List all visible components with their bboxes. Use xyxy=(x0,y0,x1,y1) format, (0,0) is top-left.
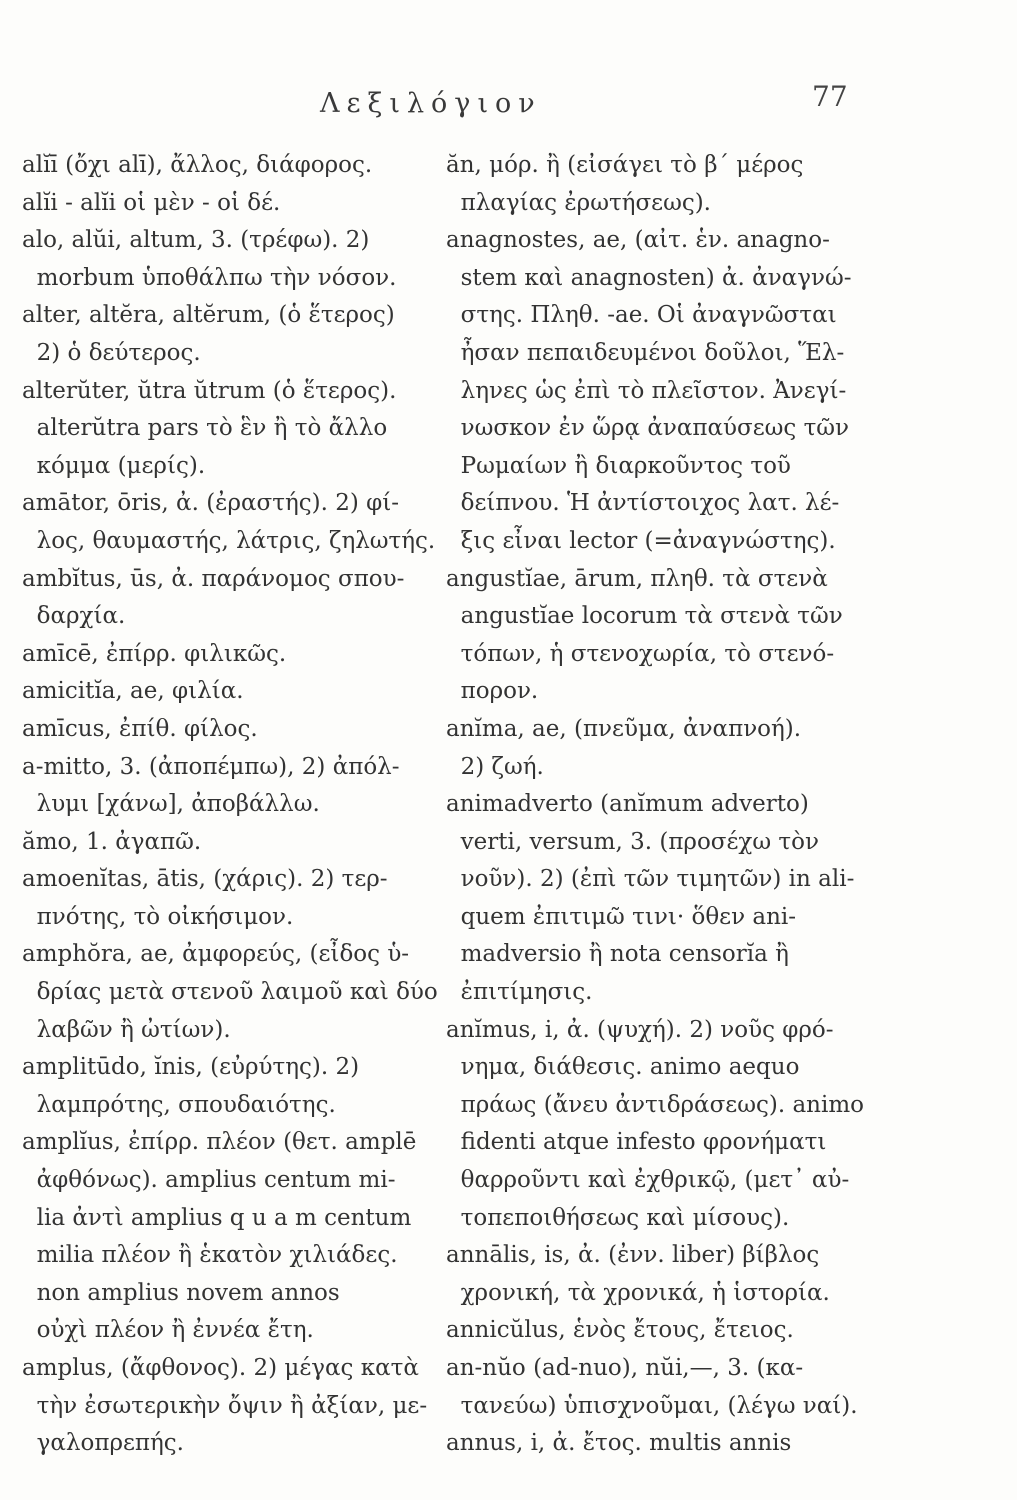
page-header xyxy=(0,80,1017,128)
dictionary-line: οὐχὶ πλέον ἢ ἐννέα ἔτη. xyxy=(22,1317,314,1344)
dictionary-line: animadverto (anĭmum adverto) xyxy=(446,791,809,818)
left-column xyxy=(22,147,452,1463)
dictionary-line: λαμπρότης, σπουδαιότης. xyxy=(22,1091,336,1118)
dictionary-line: amplitūdo, ĭnis, (εὐρύτης). 2) xyxy=(22,1054,360,1081)
dictionary-line: λαβῶν ἢ ὠτίων). xyxy=(22,1016,231,1043)
dictionary-line: χρονική, τὰ χρονικά, ἡ ἱστορία. xyxy=(446,1279,830,1306)
dictionary-line: πλαγίας ἐρωτήσεως). xyxy=(446,189,711,216)
dictionary-line: annālis, is, ἀ. (ἐνν. liber) βίβλος xyxy=(446,1242,820,1269)
dictionary-line: angustĭae, ārum, πληθ. τὰ στενὰ xyxy=(446,565,828,592)
dictionary-line: annus, i, ἀ. ἔτος. multis annis xyxy=(446,1430,792,1457)
dictionary-line: τοπεποιθήσεως καὶ μίσους). xyxy=(446,1204,790,1231)
dictionary-line: alĭī (ὄχι alī), ἄλλος, διάφορος. xyxy=(22,152,373,178)
dictionary-line: anĭmus, i, ἀ. (ψυχή). 2) νοῦς φρό- xyxy=(446,1016,834,1043)
dictionary-line: ἦσαν πεπαιδευμένοι δοῦλοι, Ἕλ- xyxy=(446,339,845,366)
dictionary-line: stem καὶ anagnosten) ἀ. ἀναγνώ- xyxy=(446,264,852,291)
dictionary-line: ambĭtus, ūs, ἀ. παράνομος σπου- xyxy=(22,565,405,592)
dictionary-line: non amplius novem annos xyxy=(22,1279,340,1306)
dictionary-line: πράως (ἄνευ ἀντιδράσεως). animo xyxy=(446,1091,864,1118)
dictionary-line: alterŭtra pars τὸ ἓν ἢ τὸ ἄλλο xyxy=(22,415,388,442)
dictionary-line: δείπνου. Ἡ ἀντίστοιχος λατ. λέ- xyxy=(446,490,840,517)
running-title: Λεξιλόγιον xyxy=(320,88,542,119)
dictionary-line: amīcē, ἐπίρρ. φιλικῶς. xyxy=(22,640,287,667)
dictionary-line: νοῦν). 2) (ἐπὶ τῶν τιμητῶν) in ali- xyxy=(446,866,855,893)
dictionary-line: νημα, διάθεσις. animo aequo xyxy=(446,1054,800,1081)
right-column xyxy=(446,147,1006,1463)
dictionary-line: τανεύω) ὑπισχνοῦμαι, (λέγω ναί). xyxy=(446,1392,858,1419)
dictionary-line: angustĭae locorum τὰ στενὰ τῶν xyxy=(446,603,843,630)
dictionary-line: anĭma, ae, (πνεῦμα, ἀναπνοή). xyxy=(446,715,802,742)
dictionary-line: amphŏra, ae, ἀμφορεύς, (εἶδος ὑ- xyxy=(22,941,410,968)
dictionary-line: amātor, ōris, ἀ. (ἐραστής). 2) φί- xyxy=(22,490,400,517)
dictionary-line: στης. Πληθ. -ae. Οἱ ἀναγνῶσται xyxy=(446,302,837,329)
dictionary-line: θαρροῦντι καὶ ἐχθρικῷ, (μετ᾽ αὐ- xyxy=(446,1167,850,1194)
dictionary-line: milia πλέον ἢ ἑκατὸν χιλιάδες. xyxy=(22,1242,398,1269)
dictionary-line: a-mitto, 3. (ἀποπέμπω), 2) ἀπόλ- xyxy=(22,753,400,780)
dictionary-line: ληνες ὡς ἐπὶ τὸ πλεῖστον. Ἀνεγί- xyxy=(446,377,847,404)
dictionary-line: δρίας μετὰ στενοῦ λαιμοῦ καὶ δύο xyxy=(22,979,438,1006)
dictionary-line: Ρωμαίων ἢ διαρκοῦντος τοῦ xyxy=(446,452,791,479)
dictionary-line: anagnostes, ae, (αἰτ. ἑν. anagno- xyxy=(446,227,830,254)
dictionary-line: amplĭus, ἐπίρρ. πλέον (θετ. amplē xyxy=(22,1129,417,1156)
dictionary-line: alterŭter, ŭtra ŭtrum (ὁ ἕτερος). xyxy=(22,377,397,404)
dictionary-line: γαλοπρεπής. xyxy=(22,1430,184,1457)
dictionary-line: 2) ζωή. xyxy=(446,753,544,780)
dictionary-line: amīcus, ἐπίθ. φίλος. xyxy=(22,715,258,742)
dictionary-line: an-nŭo (ad-nuo), nŭi,—, 3. (κα- xyxy=(446,1355,804,1381)
dictionary-line: λυμι [χάνω], ἀποβάλλω. xyxy=(22,791,320,818)
dictionary-line: ἐπιτίμησις. xyxy=(446,979,593,1006)
dictionary-line: τόπων, ἡ στενοχωρία, τὸ στενό- xyxy=(446,640,835,667)
dictionary-line: alter, altĕra, altĕrum, (ὁ ἕτερος) xyxy=(22,302,395,329)
dictionary-line: πνότης, τὸ οἰκήσιμον. xyxy=(22,903,294,930)
dictionary-line: λος, θαυμαστής, λάτρις, ζηλωτής. xyxy=(22,527,436,554)
dictionary-line: alĭi - alĭi οἱ μὲν - οἱ δέ. xyxy=(22,189,281,216)
dictionary-line: ămo, 1. ἀγαπῶ. xyxy=(22,828,202,855)
dictionary-line: 2) ὁ δεύτερος. xyxy=(22,339,201,366)
dictionary-line: alo, alŭi, altum, 3. (τρέφω). 2) xyxy=(22,227,370,254)
dictionary-line: δαρχία. xyxy=(22,603,126,630)
dictionary-line: πορον. xyxy=(446,678,539,705)
dictionary-line: ξις εἶναι lector (=ἀναγνώστης). xyxy=(446,527,836,554)
dictionary-line: amicitĭa, ae, φιλία. xyxy=(22,678,244,705)
dictionary-line: quem ἐπιτιμῶ τινι· ὅθεν ani- xyxy=(446,903,797,930)
dictionary-line: νωσκον ἐν ὥρᾳ ἀναπαύσεως τῶν xyxy=(446,415,850,442)
dictionary-line: morbum ὑποθάλπω τὴν νόσον. xyxy=(22,264,397,291)
dictionary-line: ἀφθόνως). amplius centum mi- xyxy=(22,1167,396,1194)
dictionary-line: amoenĭtas, ātis, (χάρις). 2) τερ- xyxy=(22,866,388,893)
page-number: 77 xyxy=(812,80,848,113)
dictionary-line: lia ἀντὶ amplius q u a m centum xyxy=(22,1204,412,1231)
dictionary-line: madversio ἢ nota censorĭa ἢ xyxy=(446,941,789,968)
dictionary-line: amplus, (ἄφθονος). 2) μέγας κατὰ xyxy=(22,1355,419,1381)
dictionary-line: annicŭlus, ἑνὸς ἔτους, ἔτειος. xyxy=(446,1317,794,1344)
dictionary-line: verti, versum, 3. (προσέχω τὸν xyxy=(446,828,819,855)
dictionary-line: τὴν ἐσωτερικὴν ὄψιν ἢ ἀξίαν, με- xyxy=(22,1392,428,1419)
dictionary-line: ăn, μόρ. ἢ (εἰσάγει τὸ β΄ μέρος xyxy=(446,152,804,178)
dictionary-line: fidenti atque infesto φρονήματι xyxy=(446,1129,827,1156)
dictionary-line: κόμμα (μερίς). xyxy=(22,452,206,479)
